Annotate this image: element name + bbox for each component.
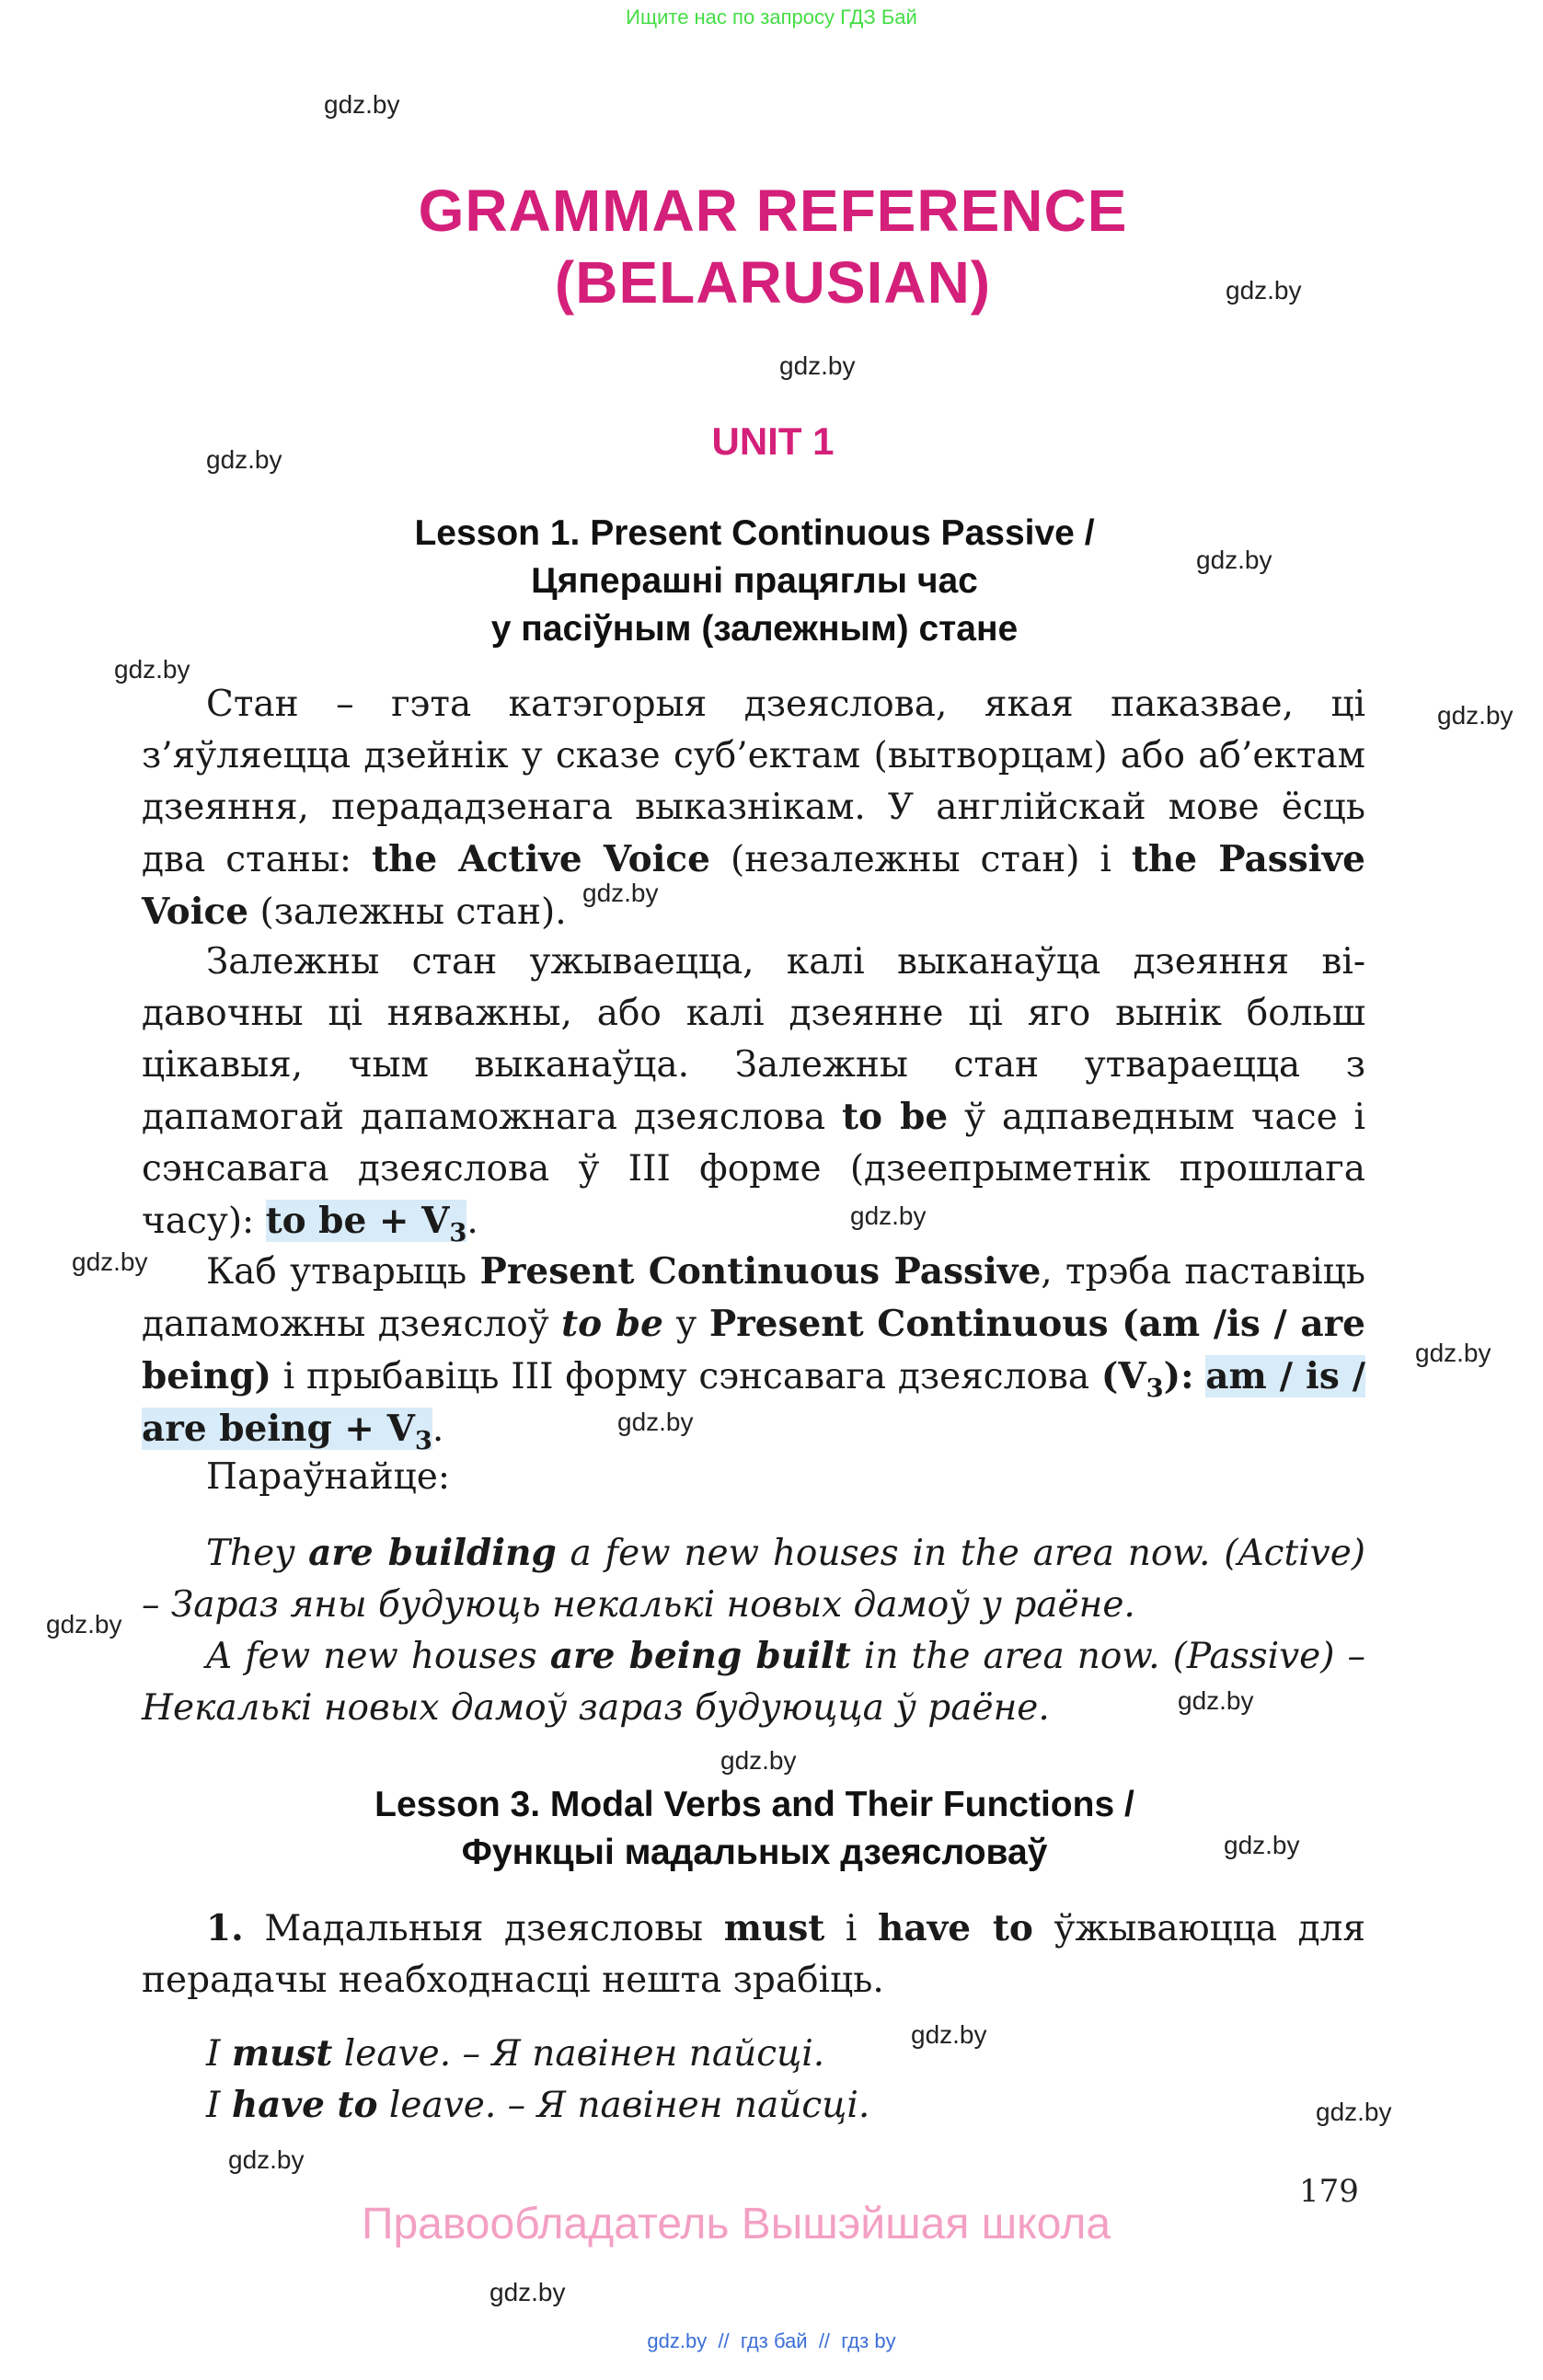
text: і прыбавіць III форму сэнсавага дзеяслова	[271, 1356, 1101, 1397]
text: .	[466, 1201, 478, 1242]
lesson3-heading-line: Функцыі мадальных дзеясловаў	[461, 1833, 1048, 1872]
watermark: gdz.by	[1415, 1339, 1491, 1367]
watermark: gdz.by	[1316, 2098, 1392, 2126]
text: .	[432, 1408, 444, 1450]
watermark: gdz.by	[779, 351, 856, 380]
item-number: 1.	[206, 1907, 244, 1949]
copyright-owner: Правообладатель Вышэйшая школа	[361, 2200, 1111, 2248]
compare-label: Параўнайце:	[206, 1456, 450, 1498]
text: in the area now. (Passive) – Некалькі новых дамоў зараз будуюцца ў раёне.	[142, 1636, 1365, 1729]
text: a few new houses in the area now. (Active) – Зараз яны будуюць некалькі новых дамоў у раёне.	[142, 1533, 1365, 1626]
footer-links[interactable]: gdz.by // гдз бай // гдз by	[647, 2329, 896, 2352]
term-have-to: have to	[878, 1907, 1033, 1949]
lesson1-paragraph-3	[142, 1246, 1365, 1455]
watermark: gdz.by	[911, 2020, 987, 2049]
watermark: gdz.by	[1437, 701, 1514, 730]
watermark: gdz.by	[1224, 1831, 1300, 1859]
top-banner[interactable]: Ищите нас по запросу ГДЗ Бай	[626, 6, 917, 29]
text	[1193, 1356, 1205, 1397]
term-to-be: to be	[561, 1303, 663, 1345]
lesson1-heading-line: Цяперашні працяглы час	[531, 561, 978, 601]
watermark: gdz.by	[617, 1408, 694, 1436]
example-verb: must	[231, 2032, 333, 2075]
lesson1-heading	[230, 510, 1279, 653]
text: leave. – Я павінен пайсці.	[332, 2033, 825, 2075]
title-line-2: (BELARUSIAN)	[554, 249, 992, 316]
text: They	[206, 1533, 309, 1574]
watermark: gdz.by	[850, 1201, 927, 1230]
v3-text: (V	[1100, 1355, 1146, 1397]
lesson1-heading-line: у пасіўным (залежным) стане	[490, 609, 1019, 649]
term-must: must	[723, 1907, 825, 1949]
text: I	[206, 2033, 232, 2075]
text: A few new houses	[206, 1636, 550, 1677]
watermark: gdz.by	[46, 1610, 122, 1638]
watermark: gdz.by	[72, 1247, 148, 1276]
term-active-voice: the Active Voice	[372, 838, 710, 880]
lesson1-heading-line: Lesson 1. Present Continuous Passive /	[414, 513, 1095, 553]
watermark: gdz.by	[489, 2278, 566, 2306]
text: ўжываюцца для перадачы неабходнасці нешта зрабіць.	[142, 1908, 1365, 2001]
text: (незалежны стан) і	[709, 839, 1132, 880]
text: I	[206, 2085, 232, 2126]
v3-close: ):	[1163, 1355, 1194, 1397]
watermark: gdz.by	[228, 2145, 305, 2174]
watermark: gdz.by	[324, 90, 400, 119]
formula-subscript: 3	[414, 1425, 432, 1455]
lesson3-heading-line: Lesson 3. Modal Verbs and Their Functions /	[374, 1785, 1134, 1824]
term-passive-voice: the Passive Voice	[142, 838, 1365, 933]
lesson3-heading	[230, 1781, 1279, 1877]
formula-passive	[265, 1200, 467, 1247]
formula-text: am / is / are being + V	[142, 1355, 1365, 1450]
text: , трэба паставіць дапаможны дзеяслоў	[142, 1251, 1365, 1345]
example-active	[142, 1527, 1365, 1631]
unit-heading: UNIT 1	[711, 420, 835, 463]
example-must	[142, 2028, 1365, 2080]
formula-text: to be + V	[265, 1200, 450, 1242]
watermark: gdz.by	[1196, 546, 1272, 574]
example-verb: are being built	[549, 1635, 851, 1677]
page-number: 179	[1299, 2173, 1359, 2210]
text: і	[824, 1908, 879, 1949]
page-title	[304, 175, 1242, 318]
formula-subscript: 3	[449, 1217, 467, 1247]
watermark: gdz.by	[206, 445, 282, 474]
example-have-to	[142, 2079, 1365, 2132]
term-v3	[1100, 1355, 1194, 1403]
text: Залежны стан ужываецца, калі выканаўца дзеяння відавочны ці няважны, або калі дзеянне ці яго вынік больш цікавыя, чым выканаўца. Залежны стан утвараецца з дапамогай дапаможнага дзеяслова	[142, 941, 1365, 1138]
title-line-1: GRAMMAR REFERENCE	[418, 178, 1128, 244]
watermark: gdz.by	[720, 1746, 797, 1775]
lesson1-paragraph-2	[142, 937, 1365, 1247]
text: ў адпаведным часе і сэнсавага дзеяслова ў III форме (дзеепрыметнік прошлага часу):	[142, 1097, 1365, 1242]
term-present-continuous-passive: Present Continuous Passive	[479, 1250, 1042, 1293]
text: Каб утварыць	[206, 1251, 480, 1293]
example-passive	[142, 1630, 1365, 1734]
text: у	[662, 1304, 709, 1345]
watermark: gdz.by	[114, 655, 190, 684]
watermark: gdz.by	[1178, 1686, 1254, 1715]
term-to-be: to be	[842, 1096, 949, 1138]
lesson1-paragraph-1	[142, 679, 1365, 938]
lesson3-paragraph-1	[142, 1903, 1365, 2006]
watermark: gdz.by	[1226, 276, 1302, 305]
term-present-continuous: Present Continuous (am /is / are being)	[142, 1303, 1365, 1397]
example-verb: are building	[308, 1532, 557, 1574]
text: leave. – Я павінен пайсці.	[377, 2085, 870, 2126]
watermark: gdz.by	[582, 879, 659, 907]
text: (залежны стан).	[248, 891, 567, 933]
text: Мадальныя дзеясловы	[243, 1908, 724, 1949]
text: Стан – гэта катэгорыя дзеяслова, якая паказвае, ці з’яўляецца дзейнік у сказе суб’ектам (вытворцам) або аб’ектам дзеяння, перададзенага выказнікам. У англійскай мове ёсць два станы:	[142, 684, 1365, 880]
v3-subscript: 3	[1146, 1373, 1164, 1403]
example-verb: have to	[231, 2084, 378, 2126]
